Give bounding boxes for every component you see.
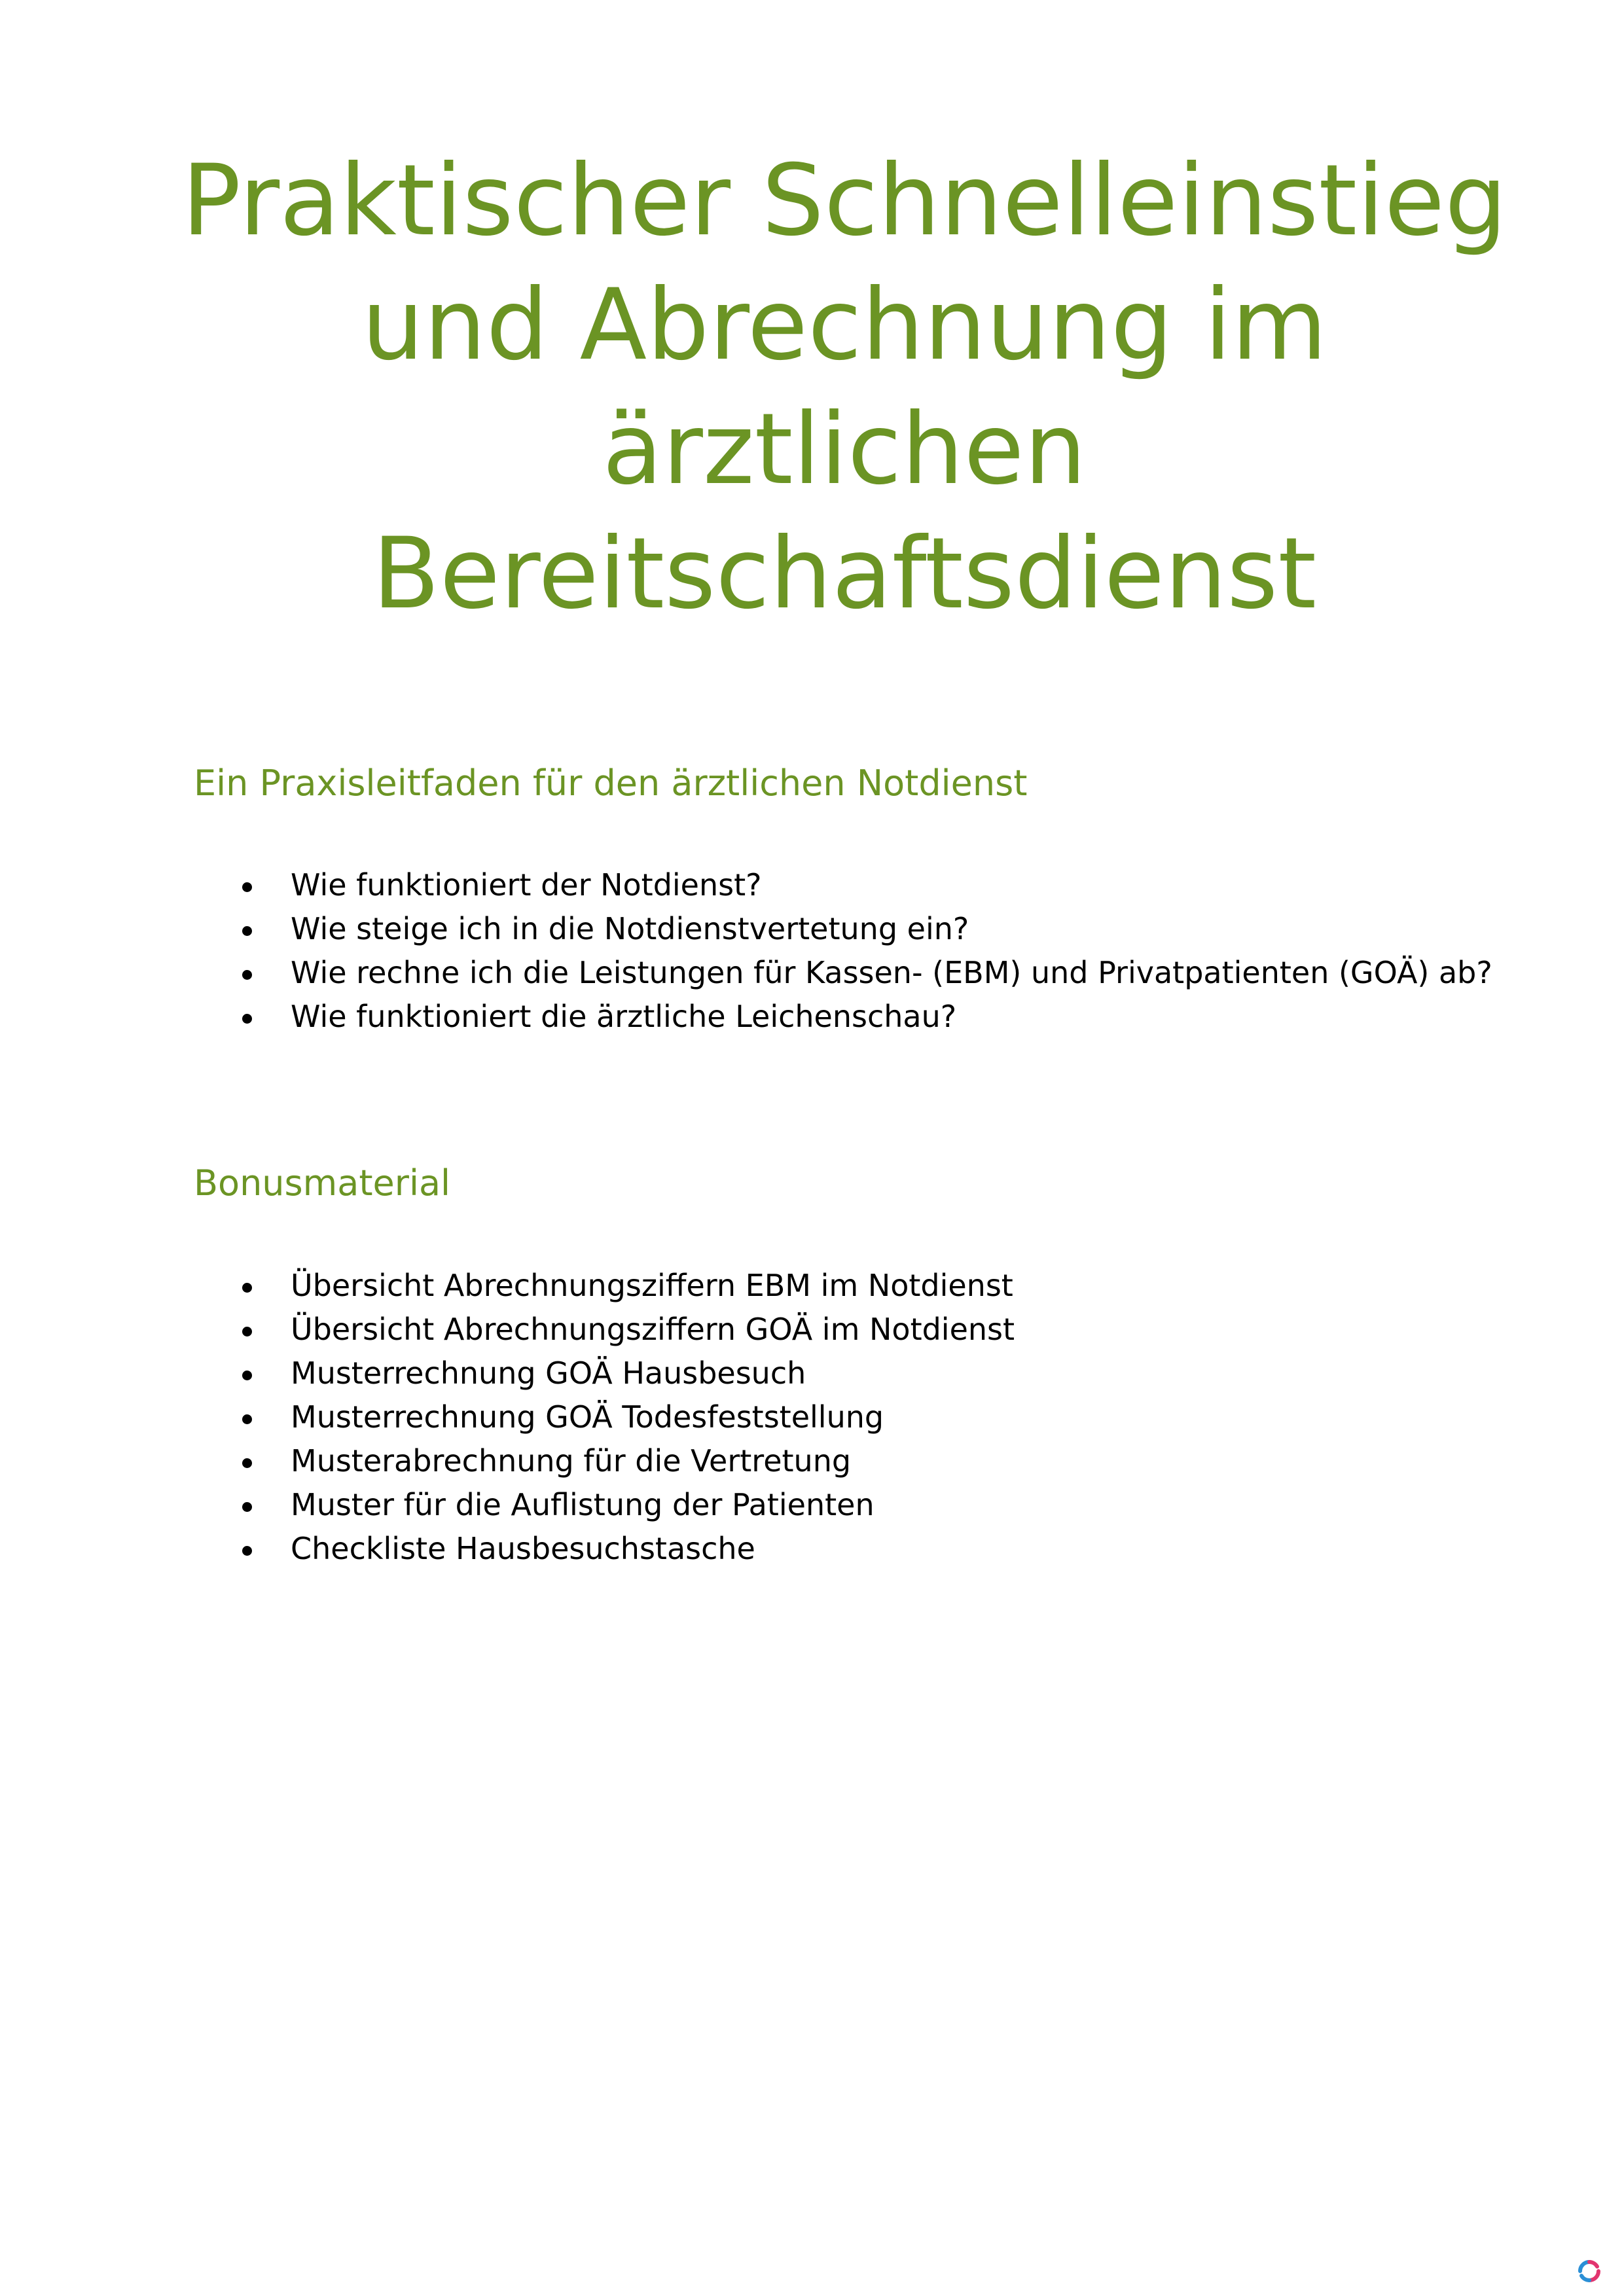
list-item-text: Übersicht Abrechnungsziffern EBM im Notdienst <box>291 1268 1013 1303</box>
bullet-icon <box>242 1014 252 1024</box>
bullet-icon <box>242 970 252 980</box>
list-item <box>242 1483 1015 1527</box>
bullet-icon <box>242 1283 252 1293</box>
list-item <box>242 1264 1015 1308</box>
bullet-icon <box>242 1458 252 1468</box>
list-item <box>242 863 1492 907</box>
list-item-text: Wie rechne ich die Leistungen für Kassen- (EBM) und Privatpatienten (GOÄ) ab? <box>291 955 1492 990</box>
bullet-icon <box>242 882 252 892</box>
list-item <box>242 1352 1015 1395</box>
list-item <box>242 995 1492 1039</box>
list-item-text: Übersicht Abrechnungsziffern GOÄ im Notdienst <box>291 1312 1015 1347</box>
list-item <box>242 1395 1015 1439</box>
bullet-icon <box>242 926 252 936</box>
page-title-line-1: Praktischer Schnelleinstieg <box>181 144 1507 258</box>
section-heading-praxisleitfaden: Ein Praxisleitfaden für den ärztlichen Notdienst <box>194 762 1028 804</box>
list-item-text: Musterrechnung GOÄ Hausbesuch <box>291 1355 806 1391</box>
bullet-icon <box>242 1327 252 1336</box>
list-item-text: Musterabrechnung für die Vertretung <box>291 1443 852 1479</box>
page-title <box>164 139 1525 636</box>
list-item <box>242 951 1492 995</box>
list-item <box>242 907 1492 951</box>
questions-list <box>242 863 1492 1039</box>
list-item-text: Checkliste Hausbesuchstasche <box>291 1531 755 1566</box>
bonus-list <box>242 1264 1015 1571</box>
circular-arrows-logo-icon <box>1576 2258 1602 2284</box>
bullet-icon <box>242 1371 252 1380</box>
section-heading-bonusmaterial: Bonusmaterial <box>194 1162 451 1204</box>
list-item-text: Wie steige ich in die Notdienstvertetung ein? <box>291 911 969 946</box>
bullet-icon <box>242 1414 252 1424</box>
list-item <box>242 1308 1015 1352</box>
bullet-icon <box>242 1502 252 1512</box>
list-item-text: Musterrechnung GOÄ Todesfeststellung <box>291 1399 884 1435</box>
bullet-icon <box>242 1546 252 1556</box>
list-item-text: Muster für die Auflistung der Patienten <box>291 1487 875 1522</box>
page-title-line-4: Bereitschaftsdienst <box>372 517 1317 631</box>
page-title-line-3: ärztlichen <box>602 393 1087 507</box>
list-item <box>242 1439 1015 1483</box>
page-title-line-2: und Abrechnung im <box>361 268 1327 382</box>
list-item <box>242 1527 1015 1571</box>
list-item-text: Wie funktioniert der Notdienst? <box>291 867 762 903</box>
list-item-text: Wie funktioniert die ärztliche Leichenschau? <box>291 999 957 1034</box>
